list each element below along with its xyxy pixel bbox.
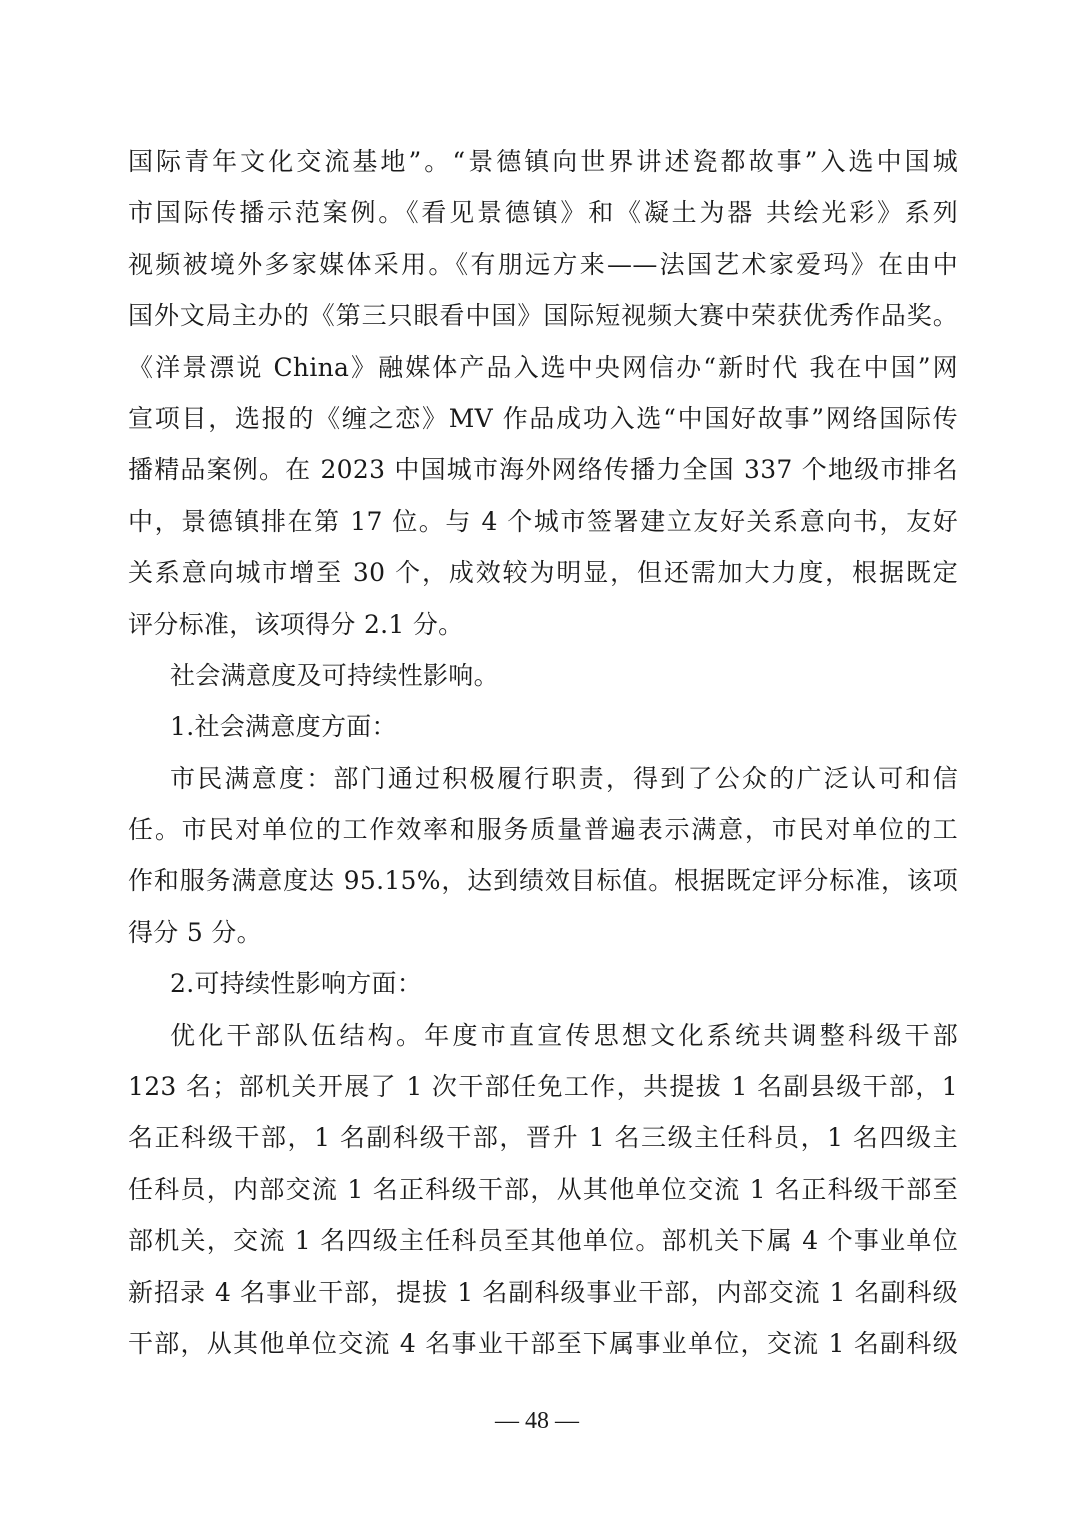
text-line: 市国际传播示范案例。《看见景德镇》和《凝土为器 共绘光彩》系列 <box>128 198 958 228</box>
text-line: 国外文局主办的《第三只眼看中国》国际短视频大赛中荣获优秀作品奖。 <box>128 301 958 331</box>
text-line: 视频被境外多家媒体采用。《有朋远方来——法国艺术家爱玛》在由中 <box>128 249 958 279</box>
text-line: 1.社会满意度方面： <box>170 712 397 742</box>
text-line: 任。市民对单位的工作效率和服务质量普遍表示满意，市民对单位的工 <box>128 815 958 845</box>
text-line: 国际青年文化交流基地”。“景德镇向世界讲述瓷都故事”入选中国城 <box>128 147 958 176</box>
text-line: 优化干部队伍结构。年度市直宣传思想文化系统共调整科级干部 <box>170 1020 958 1050</box>
text-line: 《洋景漂说 China》融媒体产品入选中央网信办“新时代 我在中国”网 <box>128 352 958 382</box>
text-line: 中，景德镇排在第 17 位。与 4 个城市签署建立友好关系意向书，友好 <box>128 506 958 536</box>
text-line: 关系意向城市增至 30 个，成效较为明显，但还需加大力度，根据既定 <box>128 558 958 588</box>
text-line: 社会满意度及可持续性影响。 <box>170 660 499 690</box>
page-number: — 48 — <box>495 1408 579 1434</box>
text-line: 宣项目，选报的《缠之恋》MV 作品成功入选“中国好故事”网络国际传 <box>128 403 958 433</box>
text-line: 市民满意度：部门通过积极履行职责，得到了公众的广泛认可和信 <box>170 763 958 793</box>
text-line: 得分 5 分。 <box>128 917 262 947</box>
text-line: 作和服务满意度达 95.15%，达到绩效目标值。根据既定评分标准，该项 <box>128 866 958 896</box>
text-line: 评分标准，该项得分 2.1 分。 <box>128 609 464 639</box>
text-line: 123 名；部机关开展了 1 次干部任免工作，共提拔 1 名副县级干部，1 <box>128 1072 958 1102</box>
text-line: 2.可持续性影响方面： <box>170 969 423 999</box>
text-line: 播精品案例。在 2023 中国城市海外网络传播力全国 337 个地级市排名 <box>128 455 958 485</box>
document-body <box>128 136 958 1369</box>
text-line: 名正科级干部，1 名副科级干部，晋升 1 名三级主任科员，1 名四级主 <box>128 1123 958 1153</box>
text-line: 干部，从其他单位交流 4 名事业干部至下属事业单位，交流 1 名副科级 <box>128 1328 958 1358</box>
text-line: 部机关，交流 1 名四级主任科员至其他单位。部机关下属 4 个事业单位 <box>128 1226 958 1256</box>
text-line: 任科员，内部交流 1 名正科级干部，从其他单位交流 1 名正科级干部至 <box>128 1174 958 1204</box>
text-line: 新招录 4 名事业干部，提拔 1 名副科级事业干部，内部交流 1 名副科级 <box>128 1277 958 1307</box>
